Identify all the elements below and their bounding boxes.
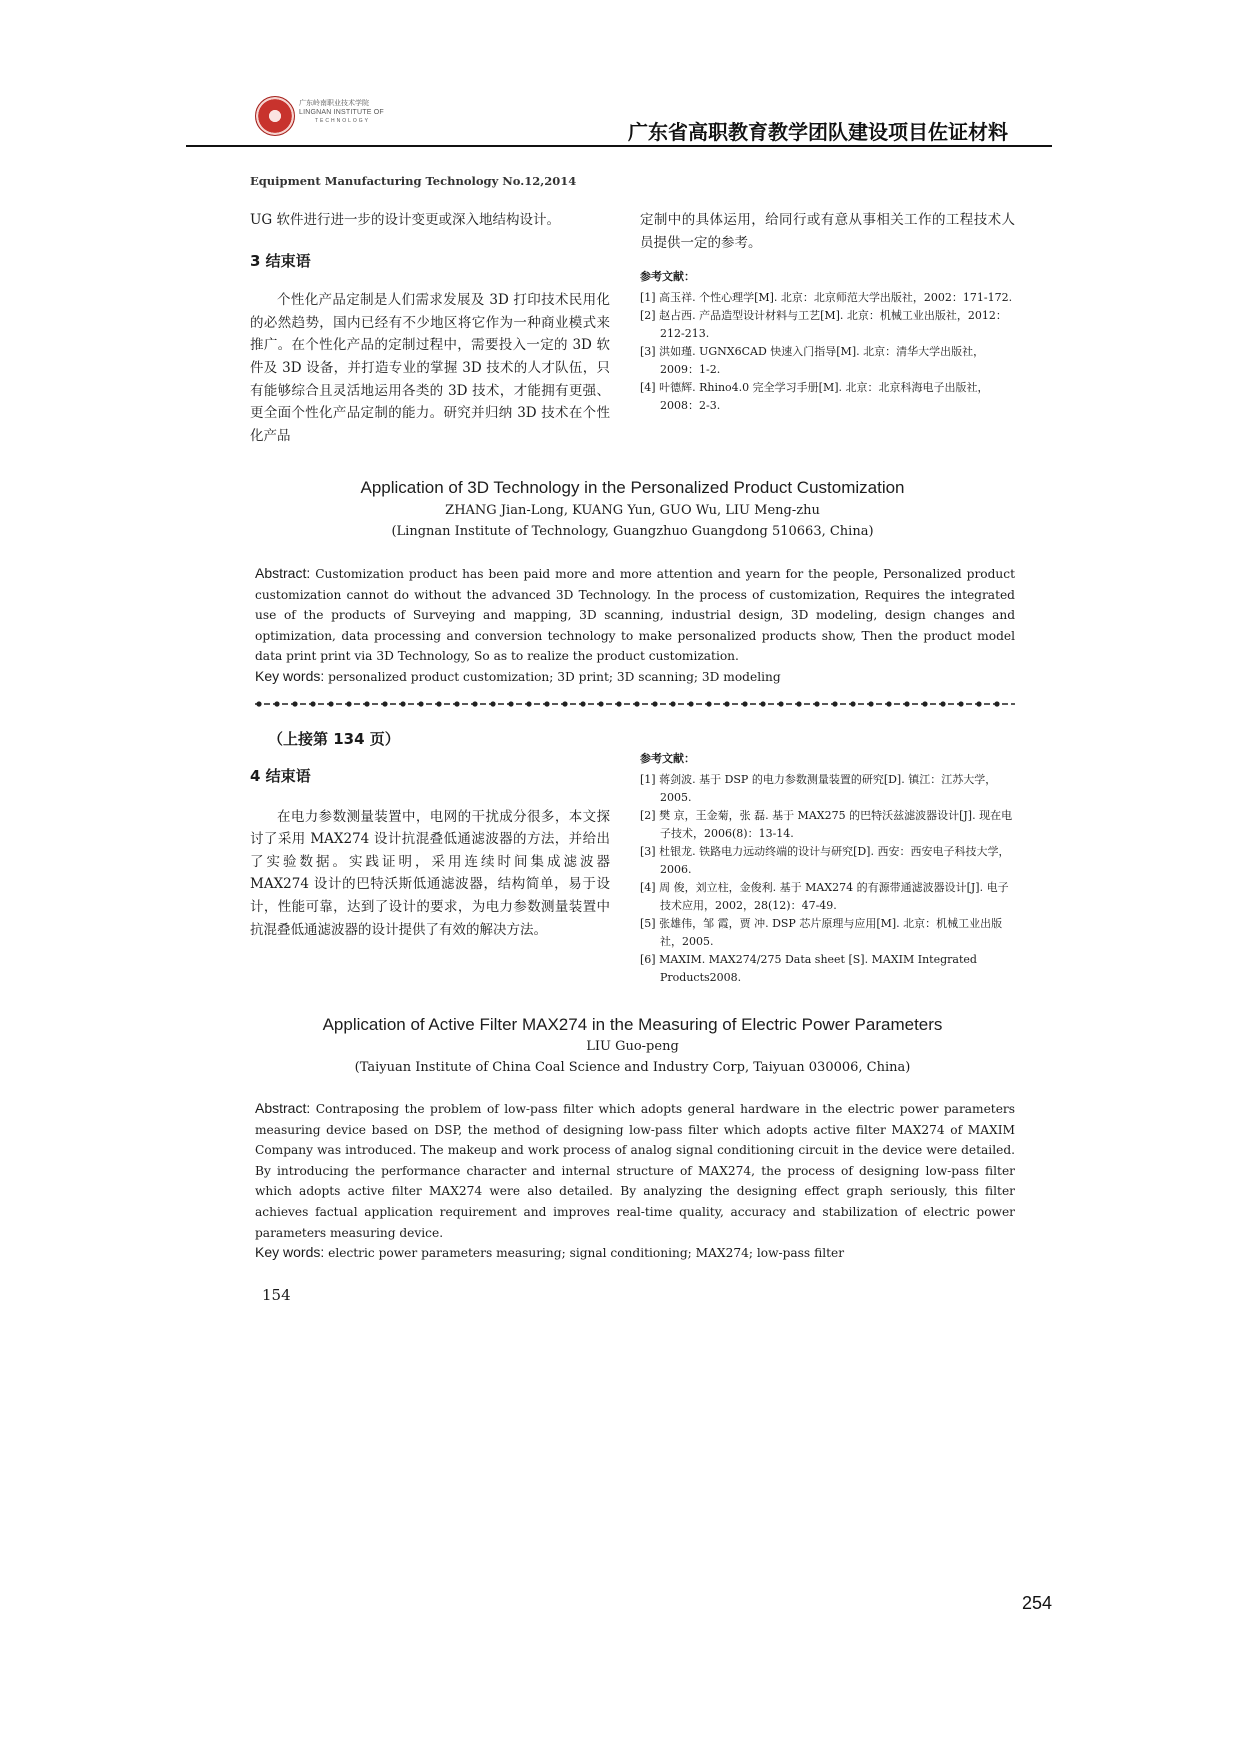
divider-dot	[994, 701, 999, 706]
divider-dot	[526, 701, 531, 706]
divider-dot	[940, 701, 945, 706]
keywords-text: personalized product customization; 3D print; 3D scanning; 3D modeling	[328, 670, 781, 684]
abstract-text: Customization product has been paid more and more attention and yearn for the people, Personalized product customization cannot do without the advanced 3D Technology. In the process of customization, Requires the integrated use of the products of Surveying and mapping, 3D scanning, industrial design, 3D modeling, design changes and optimization, data processing and conversion technology to make personalized products show, Then the product model data print print via 3D Technology, So as to realize the product customization.	[255, 567, 1015, 664]
article2-authors: LIU Guo-peng	[586, 1039, 679, 1054]
divider-dot	[778, 701, 783, 706]
journal-line: Equipment Manufacturing Technology No.12,2014	[250, 174, 577, 188]
article2-english-title: Application of Active Filter MAX274 in the Measuring of Electric Power Parameters	[322, 1015, 943, 1034]
logo-en-text: LINGNAN INSTITUTE OF	[299, 109, 384, 116]
divider-dot	[886, 701, 891, 706]
divider-dot	[814, 701, 819, 706]
divider-dot	[796, 701, 801, 706]
journal-page-number: 154	[262, 1286, 291, 1304]
keywords-text: electric power parameters measuring; signal conditioning; MAX274; low-pass filter	[328, 1246, 845, 1260]
divider-dot	[562, 701, 567, 706]
article1-authors: ZHANG Jian-Long, KUANG Yun, GUO Wu, LIU Meng-zhu	[445, 503, 820, 518]
article1-right-paragraph: 定制中的具体运用，给同行或有意从事相关工作的工程技术人员提供一定的参考。	[640, 212, 1015, 251]
divider-dot	[436, 701, 441, 706]
article1-reference: [3] 洪如瑾. UGNX6CAD 快速入门指导[M]. 北京：清华大学出版社，2009：1-2.	[640, 344, 985, 376]
divider-dot	[850, 701, 855, 706]
divider-dot	[364, 701, 369, 706]
divider-dot	[688, 701, 693, 706]
divider-dot	[490, 701, 495, 706]
article2-reference: [2] 樊 京，王金菊，张 磊. 基于 MAX275 的巴特沃兹滤波器设计[J]. 现在电子技术，2006(8)：13-14.	[640, 808, 1013, 840]
article1-right-column	[640, 209, 1015, 415]
header-rule	[186, 145, 1052, 147]
divider-dot	[292, 701, 297, 706]
article1-abstract	[255, 563, 1015, 667]
header-title: 广东省高职教育教学团队建设项目佐证材料	[628, 120, 1008, 144]
divider-dot	[958, 701, 963, 706]
divider-dot	[652, 701, 657, 706]
school-logo	[255, 96, 405, 140]
divider-dot	[904, 701, 909, 706]
divider-dot	[634, 701, 639, 706]
divider-dot	[724, 701, 729, 706]
article1-left-top: UG 软件进行进一步的设计变更或深入地结构设计。	[250, 212, 560, 228]
continued-label: （上接第 134 页）	[268, 730, 400, 748]
logo-en-text-2: TECHNOLOGY	[315, 118, 371, 124]
divider-dot	[454, 701, 459, 706]
article2-abstract	[255, 1098, 1015, 1243]
article-divider	[255, 700, 1015, 708]
divider-dot	[616, 701, 621, 706]
article2-section-heading: 4 结束语	[250, 767, 311, 785]
article1-reference: [1] 高玉祥. 个性心理学[M]. 北京：北京师范大学出版社，2002：171-172.	[640, 290, 1013, 304]
article2-reference: [6] MAXIM. MAX274/275 Data sheet [S]. MAXIM Integrated Products2008.	[640, 952, 977, 984]
article2-right-column	[640, 748, 1015, 987]
abstract-label: Abstract:	[255, 565, 311, 581]
divider-dot	[742, 701, 747, 706]
divider-dot	[598, 701, 603, 706]
logo-cn-text: 广东岭南职业技术学院	[299, 100, 369, 107]
divider-dot	[760, 701, 765, 706]
divider-dot	[274, 701, 279, 706]
article2-left-paragraph: 在电力参数测量装置中，电网的干扰成分很多，本文探讨了采用 MAX274 设计抗混叠低通滤波器的方法，并给出了实验数据。实践证明，采用连续时间集成滤波器 MAX274 设计的巴特沃斯低通滤波器，结构简单，易于设计，性能可靠，达到了设计的要求，为电力参数测量装置中抗混叠低通滤波器的设计提供了有效的解决方法。	[250, 808, 610, 938]
divider-dot	[310, 701, 315, 706]
divider-dot	[418, 701, 423, 706]
article1-ref-heading: 参考文献：	[640, 270, 695, 284]
divider-dot	[832, 701, 837, 706]
abstract-label: Abstract:	[255, 1100, 311, 1116]
article2-reference: [4] 周 俊，刘立柱，金俊利. 基于 MAX274 的有源带通滤波器设计[J]. 电子技术应用，2002，28(12)：47-49.	[640, 880, 1009, 912]
divider-dot	[256, 701, 261, 706]
page-number: 254	[1021, 1593, 1052, 1613]
article1-section-heading: 3 结束语	[250, 251, 311, 270]
divider-dot	[706, 701, 711, 706]
article1-reference: [2] 赵占西. 产品造型设计材料与工艺[M]. 北京：机械工业出版社，2012：212-213.	[640, 308, 1007, 340]
divider-dot	[346, 701, 351, 706]
divider-dot	[472, 701, 477, 706]
divider-dot	[868, 701, 873, 706]
article2-keywords	[255, 1244, 1015, 1260]
article1-affiliation: (Lingnan Institute of Technology, Guangzhuo Guangdong 510663, China)	[391, 524, 874, 539]
article1-english-title: Application of 3D Technology in the Personalized Product Customization	[360, 478, 905, 497]
article2-reference: [5] 张雄伟，邹 霞，贾 冲. DSP 芯片原理与应用[M]. 北京：机械工业出版社，2005.	[640, 916, 1003, 948]
divider-dot	[328, 701, 333, 706]
divider-dot	[400, 701, 405, 706]
divider-dot	[976, 701, 981, 706]
article2-reference: [1] 蒋剑波. 基于 DSP 的电力参数测量装置的研究[D]. 镇江：江苏大学，2005.	[640, 772, 997, 804]
school-seal-icon	[255, 96, 295, 136]
divider-dot	[382, 701, 387, 706]
article2-left-column	[250, 765, 610, 941]
article2-ref-heading: 参考文献：	[640, 752, 695, 765]
article1-left-column	[250, 209, 610, 447]
article2-affiliation: (Taiyuan Institute of China Coal Science and Industry Corp, Taiyuan 030006, China)	[354, 1060, 911, 1075]
keywords-label: Key words:	[255, 668, 325, 684]
abstract-text: Contraposing the problem of low-pass filter which adopts general hardware in the electric power parameters measuring device based on DSP, the method of designing low-pass filter which adopts active filter MAX274 of MAXIM Company was introduced. The makeup and work process of analog signal conditioning circuit in the device were detailed. By introducing the performance character and internal structure of MAX274, the process of designing low-pass filter which adopts active filter MAX274 were also detailed. By analyzing the designing effect graph seriously, this filter achieves factual application requirement and improves real-time quality, accuracy and stabilization of electric power parameters measuring device.	[255, 1102, 1015, 1240]
article2-reference: [3] 杜银龙. 铁路电力远动终端的设计与研究[D]. 西安：西安电子科技大学，2006.	[640, 844, 1010, 876]
divider-dot	[544, 701, 549, 706]
divider-dot	[508, 701, 513, 706]
article1-left-paragraph: 个性化产品定制是人们需求发展及 3D 打印技术民用化的必然趋势，国内已经有不少地区将它作为一种商业模式来推广。在个性化产品的定制过程中，需要投入一定的 3D 软件及 3D 设备，并打造专业的掌握 3D 技术的人才队伍，只有能够综合且灵活地运用各类的 3D 技术，才能拥有更强、更全面个性化产品定制的能力。研究并归纳 3D 技术在个性化产品	[250, 292, 610, 444]
divider-dot	[580, 701, 585, 706]
divider-dot	[922, 701, 927, 706]
divider-dot	[670, 701, 675, 706]
article1-keywords	[255, 668, 1015, 684]
keywords-label: Key words:	[255, 1244, 325, 1260]
article1-reference: [4] 叶德辉. Rhino4.0 完全学习手册[M]. 北京：北京科海电子出版社，2008：2-3.	[640, 380, 989, 412]
